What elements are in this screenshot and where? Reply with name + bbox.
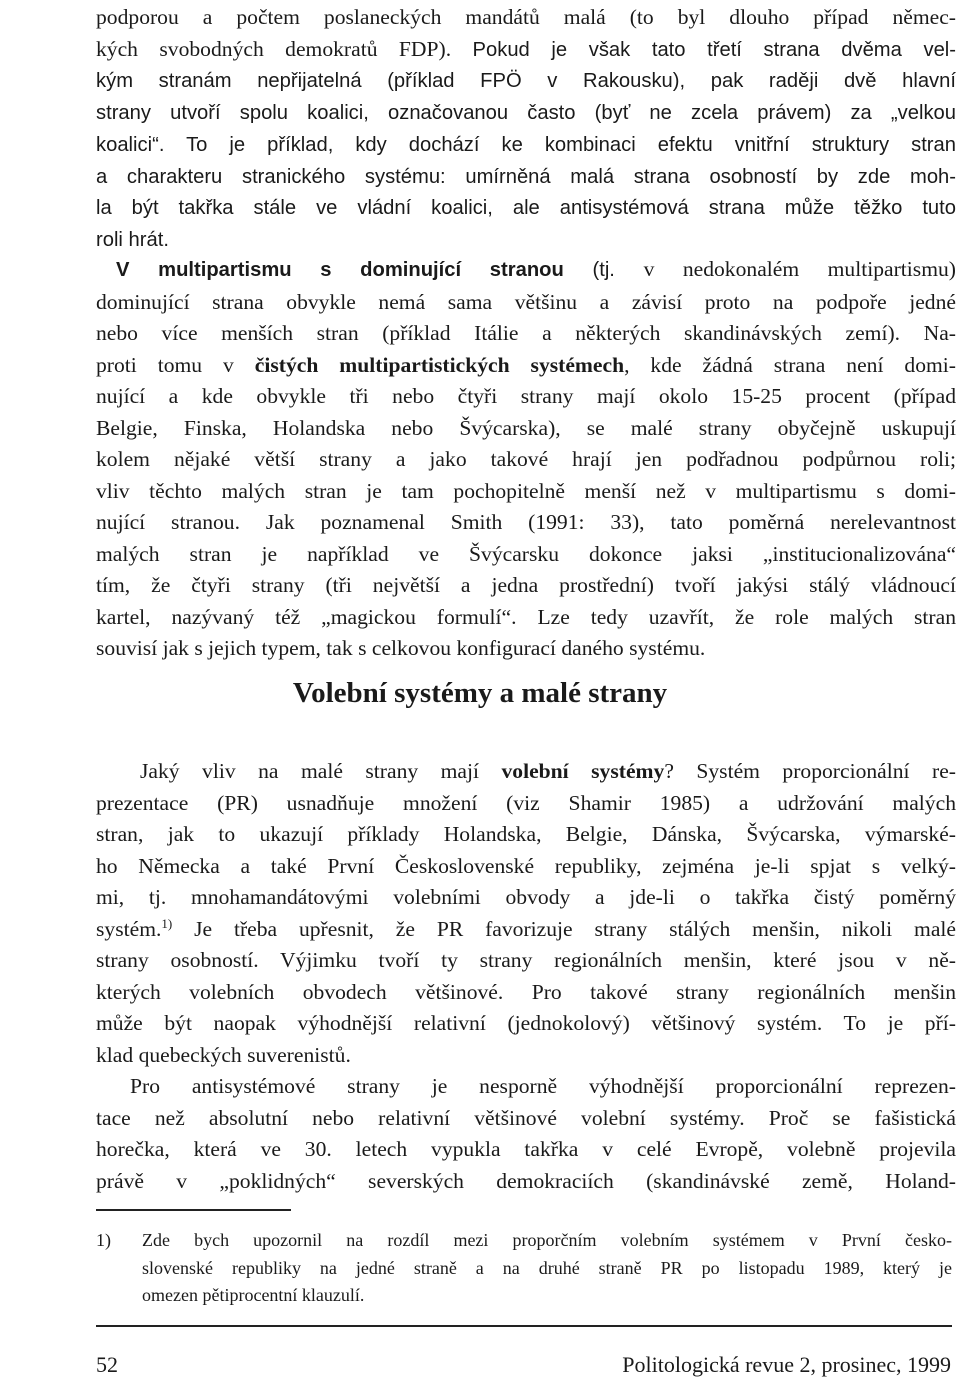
text-line: může být naopak výhodnější relativní (jednokolový) většinový systém. To je pří- xyxy=(96,1011,956,1035)
text-line: strany osobností. Výjimku tvoří ty strany regionálních menšin, které jsou v ně- xyxy=(96,948,956,972)
text-line: prezentace (PR) usnadňuje množení (viz Shamir 1985) a udržování malých xyxy=(96,790,956,815)
text-line: Pro antisystémové strany je nesporně výhodnější proporcionální reprezen- xyxy=(130,1074,956,1098)
text-line: systém.$^{1)}$ Je třeba upřesnit, že PR favorizuje strany stálých menšin, nikoli malé xyxy=(96,915,956,941)
text-line: Zde bych upozornil na rozdíl mezi proporčním volebním systémem v První česko- xyxy=(142,1230,952,1250)
text-line: strany utvoří spolu koalici, označovanou často (byť ne zcela právem) za „velkou xyxy=(96,101,956,124)
text-line: kterých volebních obvodech většinové. Pro takové strany regionálních menšin xyxy=(96,979,956,1004)
text-line: mi, tj. mnohamandátovými volebními obvody a jde-li o takřka čistý poměrný xyxy=(96,885,956,909)
text-line: klad quebeckých suverenistů. xyxy=(96,1042,351,1067)
emphasis: čistých multipartistických systémech xyxy=(254,352,625,377)
text-line: la být takřka stále ve vládní koalici, ale antisystémová strana může těžko tuto xyxy=(96,197,956,219)
section-heading: Volební systémy a malé strany xyxy=(292,677,668,709)
text-line: proti tomu v čistých multipartistických systémech, kde žádná strana není domi- xyxy=(96,352,956,377)
text-line: a charakteru stranického systému: umírněná malá strana osobností by zde moh- xyxy=(96,165,956,188)
text-line: stran, jak to ukazují příklady Holandska, Belgie, Dánska, Švýcarska, výmarské- xyxy=(96,822,956,846)
page-number: 52 xyxy=(96,1352,118,1377)
text-line: V multipartismu s dominující stranou (tj. v nedokonalém multipartismu) xyxy=(116,257,956,281)
text-line: podporou a počtem poslaneckých mandátů malá (to byl dlouho případ němec- xyxy=(96,5,956,29)
text-line: Belgie, Finska, Holandska nebo Švýcarska), se malé strany obyčejně uskupují xyxy=(96,415,956,440)
footer-divider xyxy=(96,1325,952,1327)
paragraph-3 xyxy=(96,756,956,1071)
paragraph-1 xyxy=(96,2,956,256)
text-line: kých svobodných demokratů FDP). Pokud je však tato třetí strana dvěma vel- xyxy=(96,36,956,61)
text-line: ho Německa a také První Československé republiky, zejména je-li spjat s velký- xyxy=(96,853,956,878)
text-line: vliv těchto malých stran je tam pochopitelně menší než v multipartismu s domi- xyxy=(96,478,956,503)
footnote xyxy=(96,1227,952,1310)
footnote-divider xyxy=(96,1209,291,1211)
text-line: kartel, nazývaný též „magickou formulí“. Lze tedy uzavřít, že role malých stran xyxy=(96,604,956,629)
text-line: nebo více menších stran (příklad Itálie a některých skandinávských zemí). Na- xyxy=(96,321,956,345)
text-line: souvisí jak s jejich typem, tak s celkovou konfigurací daného systému. xyxy=(96,636,706,660)
text-line: koalici“. To je příklad, kdy dochází ke kombinaci efektu vnitřní struktury stran xyxy=(96,134,956,156)
emphasis: volební systémy xyxy=(501,759,665,783)
text-line: nující a kde obvykle tři nebo čtyři strany mají okolo 15-25 procent (případ xyxy=(96,384,956,408)
emphasis: V multipartismu s dominující stranou xyxy=(116,259,564,281)
footnote-text xyxy=(142,1227,952,1310)
footnote-number: 1) xyxy=(96,1230,111,1250)
text-line: slovenské republiky na jedné straně a na druhé straně PR po listopadu 1989, který je xyxy=(142,1257,952,1278)
footnote-reference[interactable]: 1) xyxy=(161,915,173,931)
paragraph-4 xyxy=(96,1071,956,1197)
text-line: kým stranám nepřijatelná (příklad FPÖ v Rakousku), pak raději dvě hlavní xyxy=(96,70,956,92)
text-line: tím, že čtyři strany (tři největší a jedna prostřední) tvoří jakýsi stálý vládnoucí xyxy=(96,573,956,597)
text-line: malých stran je například ve Švýcarsku dokonce jaksi „institucionalizována“ xyxy=(96,541,956,566)
paragraph-2 xyxy=(96,254,956,665)
text-line: dominující strana obvykle nemá sama většinu a závisí proto na podpoře jedné xyxy=(96,289,956,314)
text-line: omezen pětiprocentní klauzulí. xyxy=(142,1285,365,1305)
text-line: Jaký vliv na malé strany mají volební systémy? Systém proporcionální re- xyxy=(140,759,956,783)
text-line: nující stranou. Jak poznamenal Smith (1991: 33), tato poměrná nerelevantnost xyxy=(96,510,956,534)
text-line: tace než absolutní nebo relativní většinové volební systémy. Proč se fašistická xyxy=(96,1105,956,1130)
text-line: kolem nějaké větší strany a jako takové hrají jen podřadnou podpůrnou roli; xyxy=(96,447,956,471)
text-line: horečka, která ve 30. letech vypukla takřka v celé Evropě, volebně projevila xyxy=(96,1137,956,1161)
text-line: roli hrát. xyxy=(96,228,169,251)
journal-reference: Politologická revue 2, prosinec, 1999 xyxy=(622,1352,951,1377)
text-line: právě v „poklidných“ severských demokraciích (skandinávské země, Holand- xyxy=(96,1168,956,1193)
